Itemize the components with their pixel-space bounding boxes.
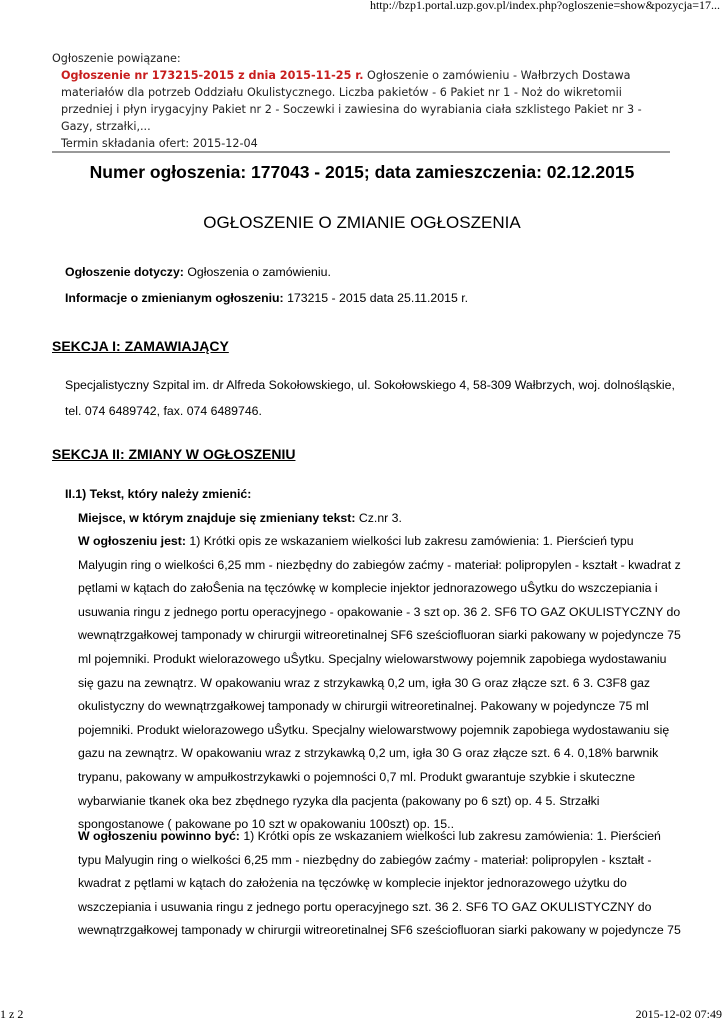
related-description: Ogłoszenie o zamówieniu - Wałbrzych Dostawa materiałów dla potrzeb Oddziału Okulistycznego. Liczba pakietów - 6 Pakiet nr 1 - Noż do wikretomii przedniej i płyn irygacyjny Pakiet nr 2 - Soczewki i zawiesina do wyrabiania ciała szklistego Pakiet nr 3 - Gazy, strzałki,... <box>61 69 642 133</box>
new-text <box>78 825 682 943</box>
page-url: http://bzp1.portal.uzp.gov.pl/index.php?ogloszenie=show&pozycja=17... <box>369 0 720 12</box>
print-datetime: 2015-12-02 07:49 <box>635 1007 722 1021</box>
changed-place-label: Miejsce, w którym znajduje się zmieniany tekst: <box>78 511 356 525</box>
page-title: Numer ogłoszenia: 177043 - 2015; data zamieszczenia: 02.12.2015 <box>89 162 635 182</box>
page-number: 1 z 2 <box>0 1007 24 1021</box>
divider <box>52 151 670 153</box>
notice-concerns <box>65 265 331 279</box>
changed-place-value: Cz.nr 3. <box>355 511 402 525</box>
related-notice-link[interactable]: Ogłoszenie nr 173215-2015 z dnia 2015-11-25 r. <box>61 69 364 82</box>
current-text-label: W ogłoszeniu jest: <box>78 534 186 548</box>
notice-concerns-value: Ogłoszenia o zamówieniu. <box>183 265 331 279</box>
current-text <box>78 530 682 837</box>
related-heading: Ogłoszenie powiązane: <box>52 52 181 65</box>
new-text-body: 1) Krótki opis ze wskazaniem wielkości lub zakresu zamówienia: 1. Pierścień typu Malyugin ring o wielkości 6,25 mm - niezbędny do zabiegów zaćmy - materiał: polipropylen - kształt - kwadrat z pętlami w kątach do założenia na tęczówkę w komplecie injektor jednorazowego użytku do wszczepiania i usuwania ringu z jednego portu operacyjnego szt. 36 2. SF6 TO GAZ OKULISTYCZNY do wewnątrzgałkowej tamponady w chirurgii witreoretinalnej SF6 sześciofluoran siarki pakowany w pojedyncze 75 <box>78 829 681 938</box>
section-2-heading: SEKCJA II: ZMIANY W OGŁOSZENIU <box>52 446 296 462</box>
current-text-body: 1) Krótki opis ze wskazaniem wielkości lub zakresu zamówienia: 1. Pierścień typu Malyugin ring o wielkości 6,25 mm - niezbędny do zabiegów zaćmy - materiał: polipropylen - kształt - kwadrat z pętlami w kątach do załoŜenia na tęczówkę w komplecie injektor jednorazowego uŜytku do wszczepiania i usuwania ringu z jednego portu operacyjnego - opakowanie - 3 szt op. 36 2. SF6 TO GAZ OKULISTYCZNY do wewnątrzgałkowej tamponady w chirurgii witreoretinalnej SF6 sześciofluoran siarki pakowany w pojedyncze 75 ml pojemniki. Produkt wielorazowego uŜytku. Specjalny wielowarstwowy pojemnik zapobiega wydostawaniu się gazu na zewnątrz. W opakowaniu wraz z strzykawką 0,2 um, igła 30 G oraz złącze szt. 6 3. C3F8 gaz okulistyczny do wewnątrzgałkowej tamponady w chirurgii witreoretinalnej. Pakowany w pojedyncze 75 ml pojemniki. Produkt wielorazowego uŜytku. Specjalny wielowarstwowy pojemnik zapobiega wydostawaniu się gazu na zewnątrz. W opakowaniu wraz z strzykawką 0,2 um, igła 30 G oraz złącze szt. 6 4. 0,18% barwnik trypanu, pakowany w ampułkostrzykawki o pojemności 0,7 ml. Produkt gwarantuje szybkie i skuteczne wybarwianie tkanek oka bez zbędnego ryzyka dla pacjenta (pakowany po 6 szt) op. 4 5. Strzałki spongostanowe ( pakowane po 10 szt w opakowaniu 100szt) op. 15.. <box>78 534 681 832</box>
changed-notice-label: Informacje o zmienianym ogłoszeniu: <box>65 291 284 305</box>
related-deadline: Termin składania ofert: 2015-12-04 <box>61 137 258 150</box>
related-body <box>52 67 670 152</box>
changed-notice-value: 173215 - 2015 data 25.11.2015 r. <box>283 291 469 305</box>
new-text-label: W ogłoszeniu powinno być: <box>78 829 240 843</box>
notice-concerns-label: Ogłoszenie dotyczy: <box>65 265 184 279</box>
contracting-authority-address: Specjalistyczny Szpital im. dr Alfreda Sokołowskiego, ul. Sokołowskiego 4, 58-309 Wałbrzych, woj. dolnośląskie, tel. 074 6489742, fax. 074 6489746. <box>65 378 675 418</box>
changed-place <box>78 507 682 531</box>
change-item-heading: II.1) Tekst, który należy zmienić: <box>65 487 252 501</box>
changed-notice-info <box>65 291 468 305</box>
section-1-heading: SEKCJA I: ZAMAWIAJĄCY <box>52 338 229 354</box>
related-notice <box>52 50 670 152</box>
page-subtitle: OGŁOSZENIE O ZMIANIE OGŁOSZENIA <box>203 213 521 232</box>
